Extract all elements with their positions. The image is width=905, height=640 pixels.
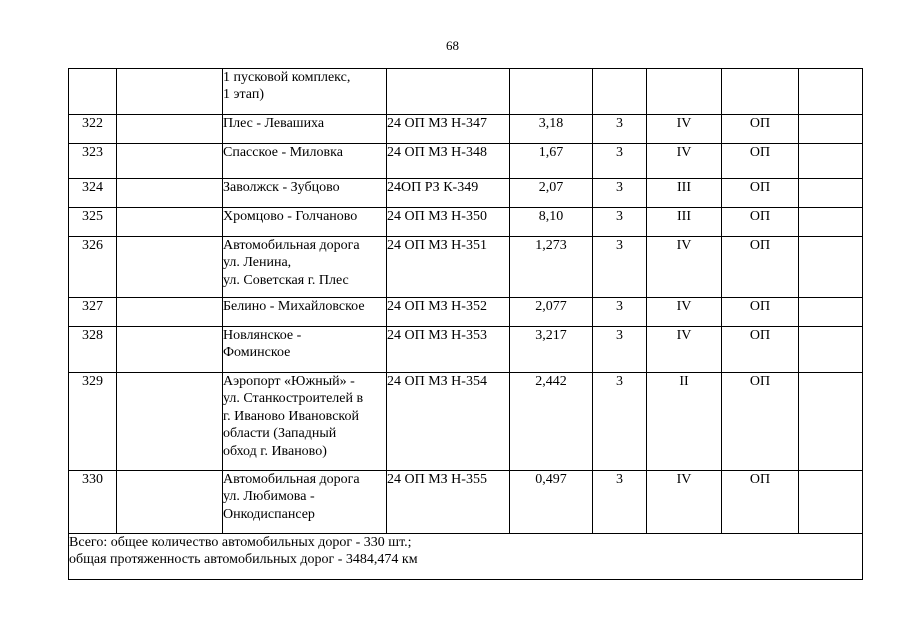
cell-class: III	[647, 179, 722, 208]
cell-class: IV	[647, 471, 722, 534]
cell-num: 324	[69, 179, 117, 208]
cell-class: III	[647, 208, 722, 237]
cell-empty	[799, 471, 863, 534]
cell-empty	[117, 298, 223, 327]
cell-empty	[117, 327, 223, 373]
cell-num: 325	[69, 208, 117, 237]
cell-name	[223, 115, 387, 144]
name-line: 1 этап)	[223, 87, 264, 103]
cell-category: 3	[593, 373, 647, 471]
table-row	[69, 179, 863, 208]
cell-category: 3	[593, 115, 647, 144]
name-line: ул. Станкостроителей в	[223, 391, 364, 407]
cell-num: 329	[69, 373, 117, 471]
cell-name	[223, 208, 387, 237]
cell-empty	[799, 144, 863, 179]
cell-empty	[117, 179, 223, 208]
cell-category: 3	[593, 179, 647, 208]
cell-num: 322	[69, 115, 117, 144]
cell-name	[223, 373, 387, 471]
cell-category	[593, 69, 647, 115]
cell-category: 3	[593, 144, 647, 179]
cell-significance: ОП	[722, 298, 799, 327]
cell-empty	[799, 69, 863, 115]
cell-class	[647, 69, 722, 115]
cell-code: 24 ОП МЗ Н-350	[387, 208, 510, 237]
cell-significance: ОП	[722, 179, 799, 208]
name-line: Автомобильная дорога	[223, 472, 360, 487]
name-line: Хромцово - Голчаново	[223, 209, 358, 224]
total-row	[69, 534, 863, 580]
cell-empty	[117, 115, 223, 144]
name-line: Новлянское -	[223, 328, 302, 343]
name-line: обход г. Иваново)	[223, 443, 327, 459]
table-row	[69, 298, 863, 327]
name-line: Спасское - Миловка	[223, 145, 343, 160]
total-length: общая протяженность автомобильных дорог - 3484,474 км	[69, 552, 418, 568]
cell-name	[223, 144, 387, 179]
cell-category: 3	[593, 471, 647, 534]
cell-num: 330	[69, 471, 117, 534]
cell-num: 328	[69, 327, 117, 373]
name-line: Аэропорт «Южный» -	[223, 374, 355, 389]
cell-code	[387, 69, 510, 115]
name-line: Автомобильная дорога	[223, 238, 360, 253]
cell-length: 3,217	[510, 327, 593, 373]
cell-name	[223, 327, 387, 373]
cell-code: 24 ОП МЗ Н-351	[387, 237, 510, 298]
cell-length: 2,442	[510, 373, 593, 471]
name-line: ул. Ленина,	[223, 255, 292, 271]
cell-name	[223, 471, 387, 534]
cell-class: IV	[647, 327, 722, 373]
cell-code: 24 ОП МЗ Н-355	[387, 471, 510, 534]
cell-empty	[117, 208, 223, 237]
cell-significance: ОП	[722, 208, 799, 237]
cell-empty	[117, 373, 223, 471]
roads-table	[68, 68, 863, 580]
name-line: Белино - Михайловское	[223, 299, 365, 314]
cell-empty	[799, 298, 863, 327]
cell-empty	[799, 179, 863, 208]
cell-length: 0,497	[510, 471, 593, 534]
cell-code: 24 ОП МЗ Н-352	[387, 298, 510, 327]
name-line: Плес - Левашиха	[223, 116, 325, 131]
cell-num	[69, 69, 117, 115]
cell-name	[223, 298, 387, 327]
cell-length: 1,67	[510, 144, 593, 179]
cell-significance: ОП	[722, 115, 799, 144]
table-row	[69, 471, 863, 534]
table-row	[69, 208, 863, 237]
cell-significance: ОП	[722, 471, 799, 534]
cell-empty	[117, 471, 223, 534]
table-row	[69, 237, 863, 298]
cell-significance: ОП	[722, 237, 799, 298]
cell-empty	[117, 69, 223, 115]
cell-significance	[722, 69, 799, 115]
cell-category: 3	[593, 208, 647, 237]
table-row	[69, 327, 863, 373]
cell-category: 3	[593, 298, 647, 327]
cell-length: 2,07	[510, 179, 593, 208]
cell-category: 3	[593, 237, 647, 298]
cell-significance: ОП	[722, 327, 799, 373]
cell-class: IV	[647, 144, 722, 179]
cell-significance: ОП	[722, 144, 799, 179]
name-line: ул. Советская г. Плес	[223, 272, 349, 288]
cell-length: 8,10	[510, 208, 593, 237]
cell-significance: ОП	[722, 373, 799, 471]
table-row	[69, 373, 863, 471]
cell-class: IV	[647, 298, 722, 327]
cell-length: 1,273	[510, 237, 593, 298]
cell-code: 24 ОП МЗ Н-348	[387, 144, 510, 179]
cell-empty	[799, 115, 863, 144]
cell-code: 24 ОП МЗ Н-354	[387, 373, 510, 471]
cell-code: 24 ОП МЗ Н-353	[387, 327, 510, 373]
cell-code: 24 ОП МЗ Н-347	[387, 115, 510, 144]
cell-name	[223, 179, 387, 208]
cell-empty	[799, 373, 863, 471]
cell-class: II	[647, 373, 722, 471]
total-cell	[69, 534, 863, 580]
table-row	[69, 115, 863, 144]
cell-empty	[799, 237, 863, 298]
cell-num: 327	[69, 298, 117, 327]
cell-empty	[117, 144, 223, 179]
cell-empty	[117, 237, 223, 298]
cell-length	[510, 69, 593, 115]
name-line: Фоминское	[223, 345, 291, 361]
cell-length: 3,18	[510, 115, 593, 144]
name-line: г. Иваново Ивановской	[223, 408, 359, 424]
cell-class: IV	[647, 237, 722, 298]
name-line: Заволжск - Зубцово	[223, 180, 340, 195]
cell-class: IV	[647, 115, 722, 144]
cell-code: 24ОП РЗ К-349	[387, 179, 510, 208]
cell-length: 2,077	[510, 298, 593, 327]
cell-name	[223, 237, 387, 298]
table-row	[69, 144, 863, 179]
table-row-continuation	[69, 69, 863, 115]
cell-category: 3	[593, 327, 647, 373]
page-number: 68	[446, 38, 459, 53]
cell-empty	[799, 208, 863, 237]
cell-name	[223, 69, 387, 115]
name-line: области (Западный	[223, 426, 337, 442]
name-line: Онкодиспансер	[223, 506, 315, 522]
total-count: Всего: общее количество автомобильных дорог - 330 шт.;	[69, 535, 412, 550]
cell-num: 323	[69, 144, 117, 179]
name-line: 1 пусковой комплекс,	[223, 70, 351, 85]
name-line: ул. Любимова -	[223, 489, 315, 505]
cell-empty	[799, 327, 863, 373]
cell-num: 326	[69, 237, 117, 298]
